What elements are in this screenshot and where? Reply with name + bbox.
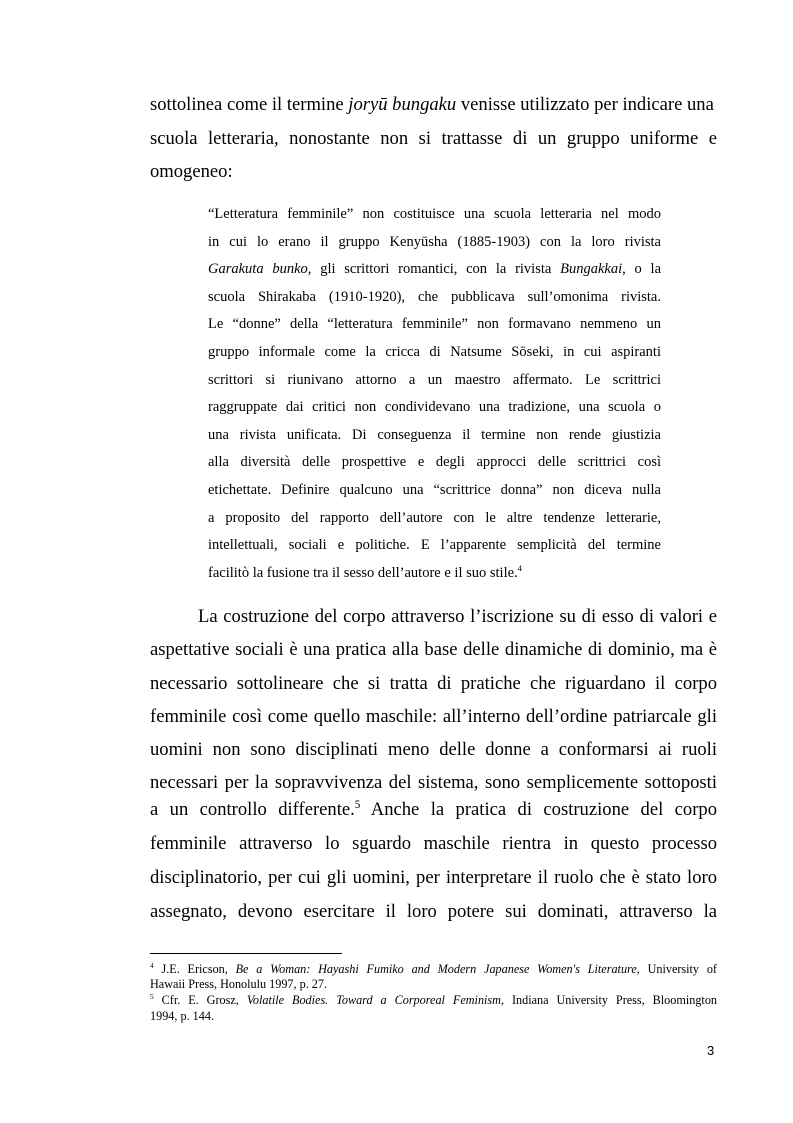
quote-text: facilitò la fusione tra il sesso dell’autore e il suo stile. — [208, 565, 518, 581]
quote-line-4: scuola Shirakaba (1910-1920), che pubblicava sull’omonima rivista. — [208, 289, 661, 305]
intro-line-1 — [150, 95, 717, 115]
footnote-italic-title: Be a Woman: Hayashi Fumiko and Modern Japanese Women's Literature — [235, 962, 637, 976]
footnote-ref-4[interactable]: 4 — [517, 563, 522, 574]
footnote-4-line-2: Hawaii Press, Honolulu 1997, p. 27. — [150, 977, 328, 991]
quote-line-5: Le “donne” della “letteratura femminile” non formavano nemmeno un — [208, 316, 661, 332]
para-line-8: femminile attraverso lo sguardo maschile rientra in questo processo — [150, 833, 717, 854]
para-line-7 — [150, 800, 717, 820]
quote-italic-title: Garakuta bunko — [208, 261, 308, 277]
quote-line-14 — [208, 564, 661, 582]
footnote-5-line-1 — [150, 993, 717, 1008]
para-text: a un controllo differente. — [150, 799, 355, 820]
para-line-6: necessari per la sopravvivenza del sistema, sono semplicemente sottoposti — [150, 772, 717, 793]
footnote-text: , Indiana University Press, Bloomington — [500, 993, 718, 1007]
quote-line-7: scrittori si riunivano attorno a un maestro affermato. Le scrittrici — [208, 372, 661, 388]
footnote-italic-title: Volatile Bodies. Toward a Corporeal Feminism — [246, 993, 501, 1007]
para-line-1: La costruzione del corpo attraverso l’iscrizione su di esso di valori e — [198, 606, 717, 627]
para-line-10: assegnato, devono esercitare il loro potere sui dominati, attraverso la — [150, 901, 717, 922]
footnote-separator — [150, 953, 342, 954]
intro-text: venisse utilizzato per indicare una — [456, 94, 714, 115]
quote-line-11: etichettate. Definire qualcuno una “scrittrice donna” non diceva nulla — [208, 482, 661, 498]
para-line-3: necessario sottolineare che si tratta di pratiche che riguardano il corpo — [150, 673, 717, 694]
para-text: Anche la pratica di costruzione del corpo — [360, 799, 717, 820]
quote-line-10: alla diversità delle prospettive e degli approcci delle scrittrici così — [208, 454, 661, 470]
footnote-text: , University of — [636, 962, 717, 976]
footnote-number-5: 5 — [150, 991, 154, 1001]
footnote-text: J.E. Ericson, — [153, 962, 236, 976]
quote-line-2: in cui lo erano il gruppo Kenyūsha (1885-1903) con la loro rivista — [208, 234, 661, 250]
footnote-4-line-1 — [150, 962, 717, 977]
para-line-2: aspettative sociali è una pratica alla base delle dinamiche di dominio, ma è — [150, 639, 717, 660]
footnote-ref-5[interactable]: 5 — [354, 798, 361, 811]
quote-text: , o la — [622, 261, 661, 277]
intro-line-3: omogeneo: — [150, 161, 233, 182]
para-line-5: uomini non sono disciplinati meno delle donne a conformarsi ai ruoli — [150, 739, 717, 760]
intro-italic-term: joryū bungaku — [348, 94, 457, 115]
quote-line-6: gruppo informale come la cricca di Natsume Sōseki, in cui aspiranti — [208, 344, 661, 360]
quote-line-1: “Letteratura femminile” non costituisce una scuola letteraria nel modo — [208, 206, 661, 222]
footnote-5-line-2: 1994, p. 144. — [150, 1009, 214, 1023]
footnote-text: Cfr. E. Grosz, — [153, 993, 247, 1007]
quote-line-8: raggruppate dai critici non condividevano una tradizione, una scuola o — [208, 399, 661, 415]
page-number: 3 — [707, 1043, 715, 1058]
para-line-9: disciplinatorio, per cui gli uomini, per interpretare il ruolo che è stato loro — [150, 867, 717, 888]
para-line-4: femminile così come quello maschile: all’interno dell’ordine patriarcale gli — [150, 706, 717, 727]
intro-text: sottolinea come il termine — [150, 94, 349, 115]
intro-line-2: scuola letteraria, nonostante non si trattasse di un gruppo uniforme e — [150, 128, 717, 149]
quote-italic-title: Bungakkai — [560, 261, 623, 277]
footnote-number-4: 4 — [150, 960, 154, 970]
quote-line-13: intellettuali, sociali e politiche. E l’apparente semplicità del termine — [208, 537, 661, 553]
quote-text: , gli scrittori romantici, con la rivista — [307, 261, 561, 277]
quote-line-12: a proposito del rapporto dell’autore con le altre tendenze letterarie, — [208, 510, 661, 526]
quote-line-9: una rivista unificata. Di conseguenza il termine non rende giustizia — [208, 427, 661, 443]
quote-line-3 — [208, 260, 661, 278]
